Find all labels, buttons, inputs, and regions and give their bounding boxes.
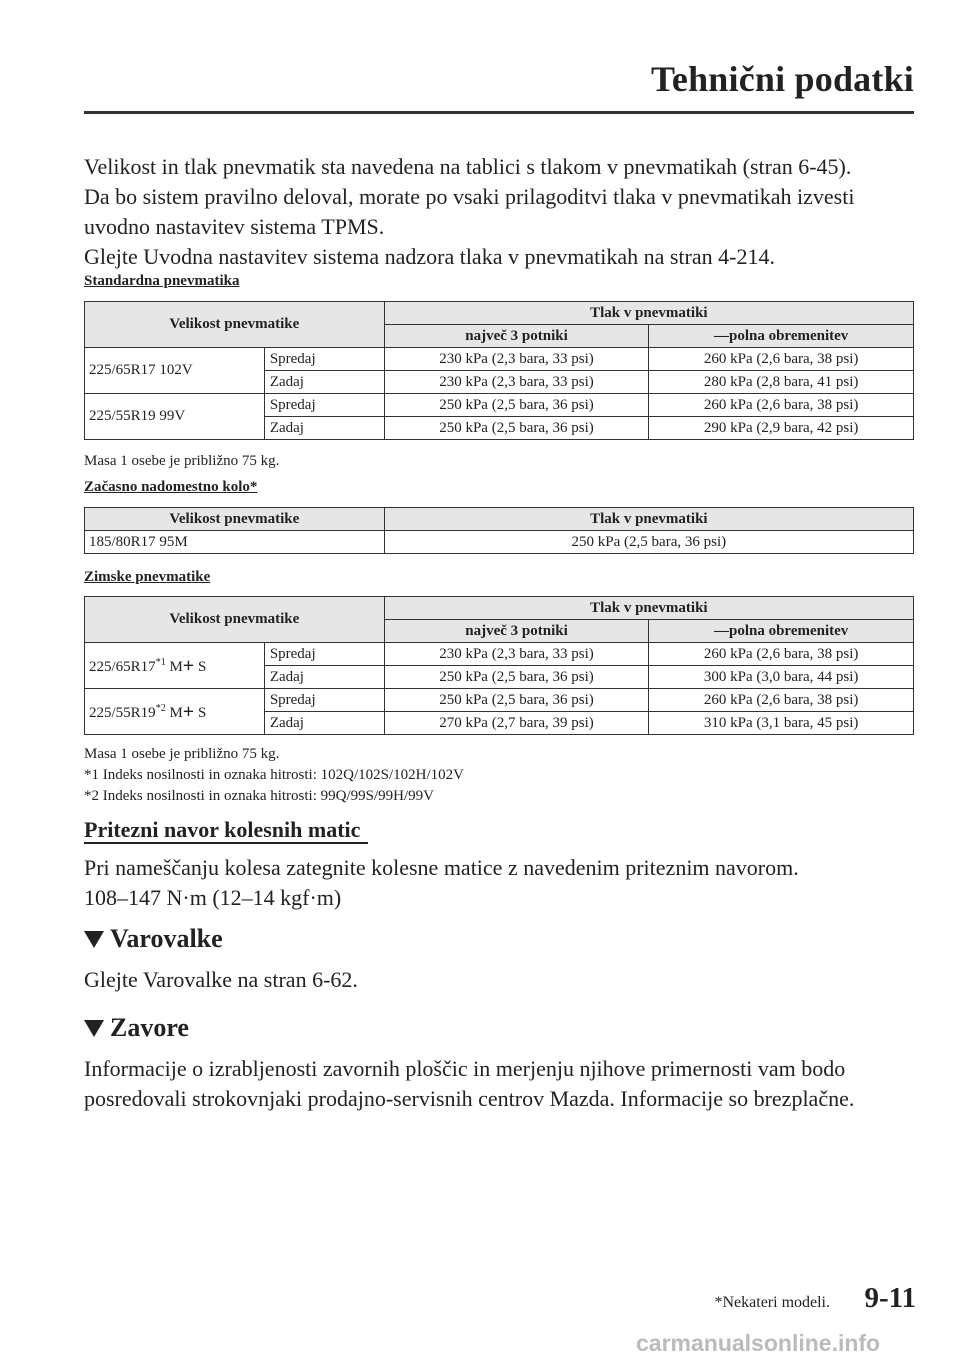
torque-text [84, 853, 914, 913]
tire-size-cell: 225/65R17 102V [85, 348, 265, 394]
winter-note: Masa 1 osebe je približno 75 kg. [84, 746, 280, 762]
position-cell: Zadaj [264, 666, 384, 689]
footnote-ref: *1 [155, 656, 166, 668]
position-cell: Spredaj [264, 689, 384, 712]
intro-line: Glejte Uvodna nastavitev sistema nadzora tlaka v pnevmatikah na stran 4-214. [84, 244, 775, 269]
fuses-text: Glejte Varovalke na stran 6-62. [84, 967, 358, 992]
tire-size-cell: 185/80R17 95M [85, 531, 385, 554]
position-cell: Spredaj [264, 348, 384, 371]
tire-size-cell: 225/55R19 99V [85, 394, 265, 440]
col-header-pressure: Tlak v pnevmatiki [384, 597, 913, 620]
footnote-1: *1 Indeks nosilnosti in oznaka hitrosti: 102Q/102S/102H/102V [84, 767, 464, 783]
table-header-row [85, 508, 914, 531]
fuses-heading-text: Varovalke [110, 924, 223, 953]
intro-paragraph [84, 152, 914, 272]
pressure-cell: 310 kPa (3,1 bara, 45 psi) [649, 712, 914, 735]
brakes-line: Informacije o izrabljenosti zavornih ploščic in merjenju njihove primernosti vam bodo [84, 1056, 846, 1081]
col-header-up3: največ 3 potniki [384, 325, 649, 348]
pressure-cell: 300 kPa (3,0 bara, 44 psi) [649, 666, 914, 689]
tire-size-cell [85, 689, 265, 735]
pressure-cell: 250 kPa (2,5 bara, 36 psi) [384, 689, 649, 712]
col-header-full: —polna obremenitev [649, 620, 914, 643]
page-number: 9-11 [864, 1282, 916, 1314]
header-rule [84, 111, 914, 114]
ms-s: S [197, 704, 207, 721]
triangle-bullet-icon [84, 931, 104, 948]
footnote-2: *2 Indeks nosilnosti in oznaka hitrosti: 99Q/99S/99H/99V [84, 788, 434, 804]
spare-tire-label: Začasno nadomestno kolo* [84, 479, 258, 495]
pressure-cell: 250 kPa (2,5 bara, 36 psi) [384, 666, 649, 689]
pressure-cell: 250 kPa (2,5 bara, 36 psi) [384, 394, 649, 417]
table-row [85, 531, 914, 554]
pressure-cell: 230 kPa (2,3 bara, 33 psi) [384, 371, 649, 394]
brakes-text [84, 1054, 914, 1114]
col-header-pressure: Tlak v pnevmatiki [384, 508, 913, 531]
pressure-cell: 230 kPa (2,3 bara, 33 psi) [384, 643, 649, 666]
col-header-pressure: Tlak v pnevmatiki [384, 302, 913, 325]
col-header-size: Velikost pnevmatike [85, 302, 385, 348]
table-header-row [85, 302, 914, 325]
tire-size-text: 225/65R17 [89, 658, 156, 675]
intro-line: uvodno nastavitev sistema TPMS. [84, 214, 385, 239]
pressure-cell: 260 kPa (2,6 bara, 38 psi) [649, 394, 914, 417]
torque-heading: Pritezni navor kolesnih matic [84, 818, 368, 844]
pressure-cell: 280 kPa (2,8 bara, 41 psi) [649, 371, 914, 394]
brakes-heading-text: Zavore [110, 1013, 189, 1042]
pressure-cell: 230 kPa (2,3 bara, 33 psi) [384, 348, 649, 371]
table-header-row [85, 597, 914, 620]
table-row [85, 689, 914, 712]
pressure-cell: 260 kPa (2,6 bara, 38 psi) [649, 348, 914, 371]
footnote-ref: *2 [155, 702, 166, 714]
pressure-cell: 250 kPa (2,5 bara, 36 psi) [384, 531, 913, 554]
winter-tire-table [84, 596, 914, 735]
position-cell: Zadaj [264, 712, 384, 735]
mud-snow-plus-icon: + [182, 654, 195, 677]
position-cell: Spredaj [264, 394, 384, 417]
intro-line: Velikost in tlak pnevmatik sta navedena na tablici s tlakom v pnevmatikah (stran 6-45). [84, 154, 852, 179]
intro-line: Da bo sistem pravilno deloval, morate po vsaki prilagoditvi tlaka v pnevmatikah izvesti [84, 184, 855, 209]
col-header-size: Velikost pnevmatike [85, 508, 385, 531]
spare-tire-table [84, 507, 914, 554]
tire-size-text: 225/55R19 [89, 704, 156, 721]
watermark: carmanualsonline.info [636, 1330, 881, 1356]
standard-note: Masa 1 osebe je približno 75 kg. [84, 453, 280, 469]
table-row [85, 394, 914, 417]
standard-tire-label: Standardna pnevmatika [84, 273, 240, 289]
pressure-cell: 270 kPa (2,7 bara, 39 psi) [384, 712, 649, 735]
standard-tire-table [84, 301, 914, 440]
mud-snow-plus-icon: + [182, 700, 195, 723]
table-row [85, 643, 914, 666]
tire-size-cell [85, 643, 265, 689]
brakes-heading [84, 1013, 189, 1043]
page-header-title: Tehnični podatki [651, 59, 914, 99]
table-row [85, 348, 914, 371]
pressure-cell: 250 kPa (2,5 bara, 36 psi) [384, 417, 649, 440]
pressure-cell: 290 kPa (2,9 bara, 42 psi) [649, 417, 914, 440]
ms-m: M [169, 704, 183, 721]
ms-m: M [169, 658, 183, 675]
ms-s: S [197, 658, 207, 675]
footer-note: *Nekateri modeli. [714, 1294, 830, 1311]
pressure-cell: 260 kPa (2,6 bara, 38 psi) [649, 689, 914, 712]
brakes-line: posredovali strokovnjaki prodajno-servisnih centrov Mazda. Informacije so brezplačne. [84, 1086, 855, 1111]
col-header-full: —polna obremenitev [649, 325, 914, 348]
col-header-up3: največ 3 potniki [384, 620, 649, 643]
fuses-heading [84, 924, 223, 954]
pressure-cell: 260 kPa (2,6 bara, 38 psi) [649, 643, 914, 666]
winter-tire-label: Zimske pnevmatike [84, 569, 211, 585]
winter-notes [84, 744, 464, 807]
triangle-bullet-icon [84, 1020, 104, 1037]
torque-value: 108–147 N·m (12–14 kgf·m) [84, 885, 342, 910]
col-header-size: Velikost pnevmatike [85, 597, 385, 643]
position-cell: Zadaj [264, 417, 384, 440]
torque-line: Pri nameščanju kolesa zategnite kolesne matice z navedenim priteznim navorom. [84, 855, 799, 880]
position-cell: Zadaj [264, 371, 384, 394]
position-cell: Spredaj [264, 643, 384, 666]
